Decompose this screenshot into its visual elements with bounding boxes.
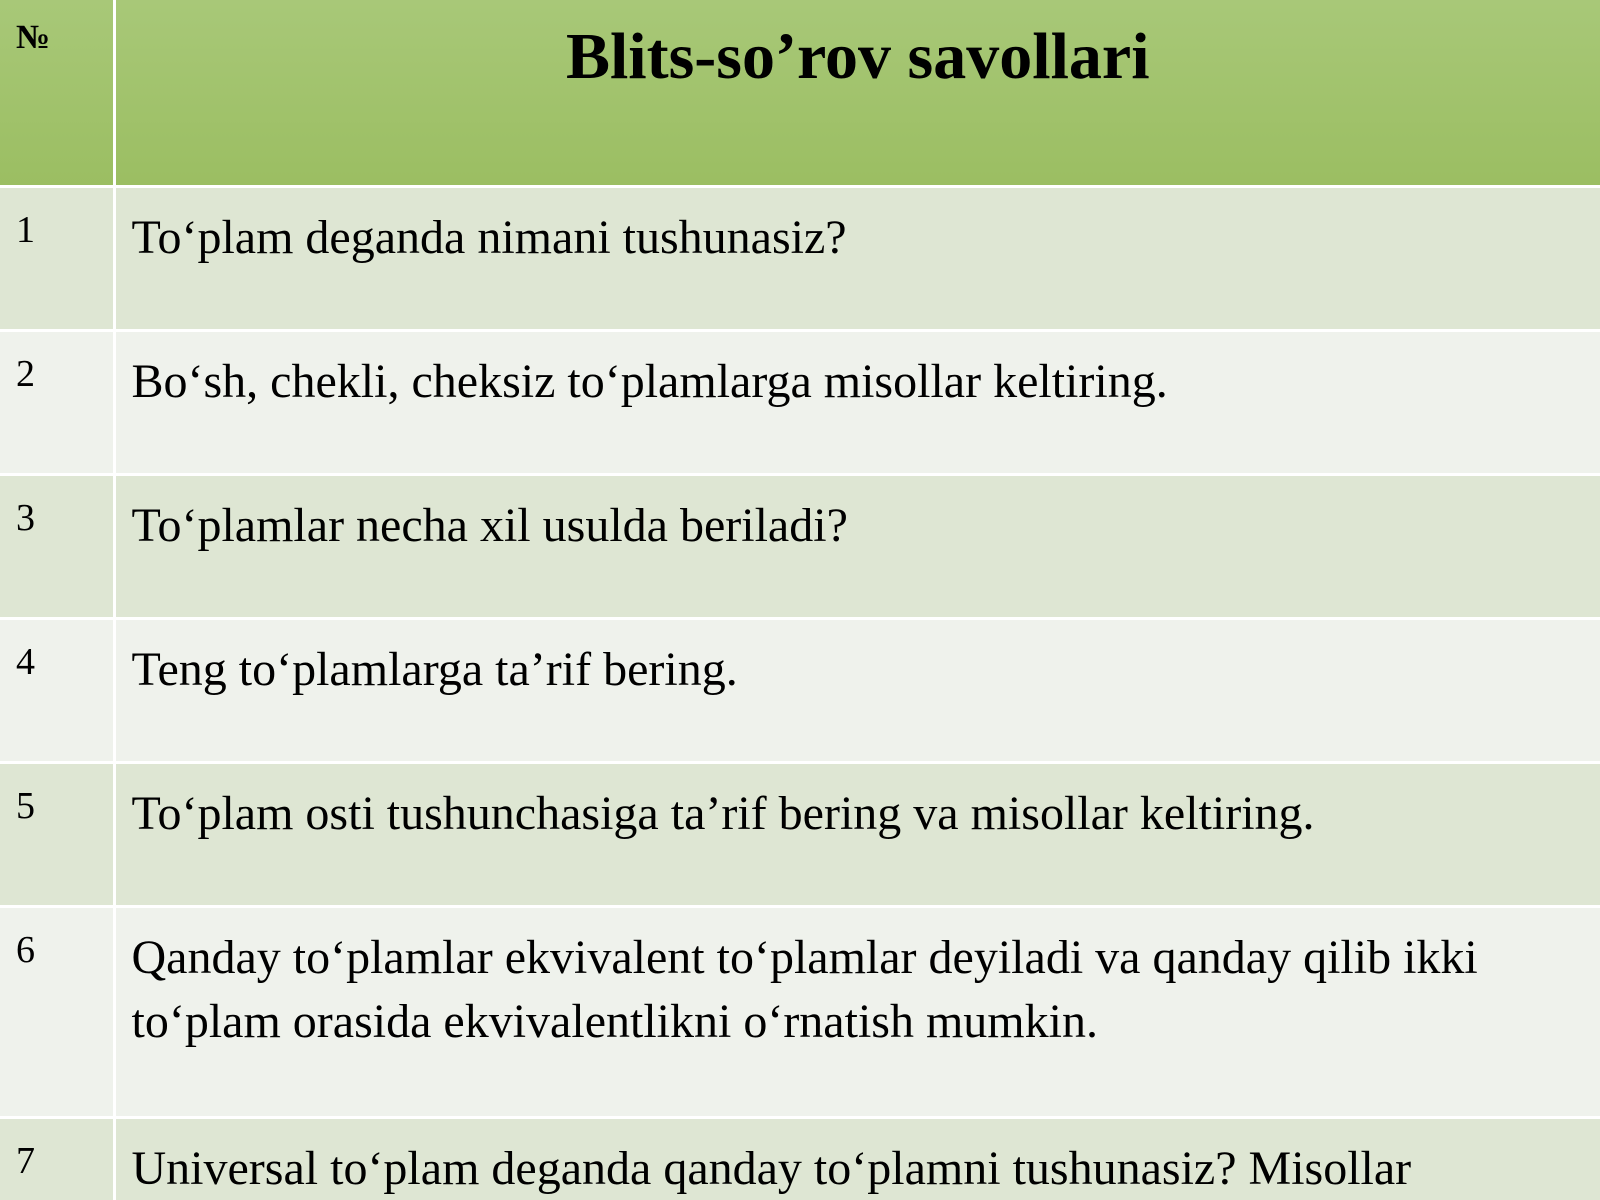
row-number: 4	[0, 618, 114, 762]
row-number: 5	[0, 762, 114, 906]
table-row	[0, 618, 1600, 762]
question-text: Teng to‘plamlarga ta’rif bering.	[114, 618, 1600, 762]
table-row	[0, 474, 1600, 618]
table-row	[0, 906, 1600, 1117]
question-text: To‘plamlar necha xil usulda beriladi?	[114, 474, 1600, 618]
row-number: 2	[0, 330, 114, 474]
table-row	[0, 186, 1600, 330]
table-row	[0, 762, 1600, 906]
row-number: 6	[0, 906, 114, 1117]
row-number: 1	[0, 186, 114, 330]
row-number: 7	[0, 1117, 114, 1200]
question-text: To‘plam osti tushunchasiga ta’rif bering va misollar keltiring.	[114, 762, 1600, 906]
question-text: Qanday to‘plamlar ekvivalent to‘plamlar deyiladi va qanday qilib ikki to‘plam orasida ekvivalentlikni o‘rnatish mumkin.	[114, 906, 1600, 1117]
question-text: To‘plam deganda nimani tushunasiz?	[114, 186, 1600, 330]
table-row	[0, 330, 1600, 474]
table-row	[0, 1117, 1600, 1200]
question-text: Universal to‘plam deganda qanday to‘plamni tushunasiz? Misollar	[114, 1117, 1600, 1200]
table-header-row	[0, 0, 1600, 186]
row-number: 3	[0, 474, 114, 618]
table-title: Blits-so’rov savollari	[114, 0, 1600, 186]
question-text: Bo‘sh, chekli, cheksiz to‘plamlarga misollar keltiring.	[114, 330, 1600, 474]
number-column-header: №	[0, 0, 114, 186]
